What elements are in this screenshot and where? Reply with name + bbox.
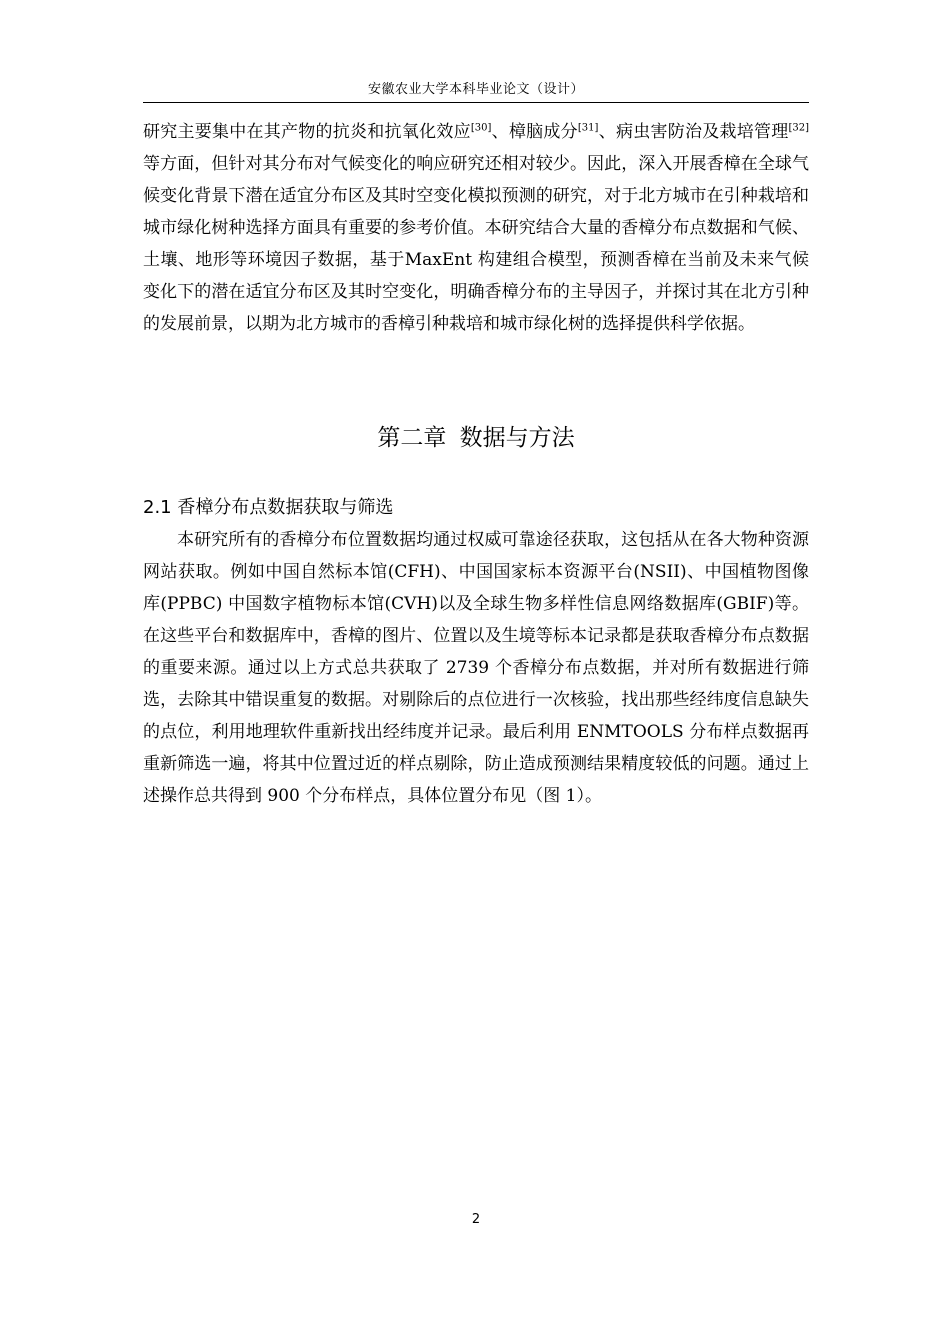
intro-text-1: 研究主要集中在其产物的抗炎和抗氧化效应 — [143, 122, 471, 142]
intro-text-4: 等方面，但针对其分布对气候变化的响应研究还相对较少。因此，深入开展香樟在全球气候变化背景下潜在适宜分布区及其时空变化模拟预测的研究，对于北方城市在引种栽培和城市绿化树种选择方面具有重要的参考价值。本研究结合大量的香樟分布点数据和气候、土壤、地形等环境因子数据，基于MaxEnt 构建组合模型，预测香樟在当前及未来气候变化下的潜在适宜分布区及其时空变化，明确香樟分布的主导因子，并探讨其在北方引种的发展前景，以期为北方城市的香樟引种栽培和城市绿化树的选择提供科学依据。 — [143, 154, 809, 334]
header-rule — [143, 102, 809, 103]
chapter-title: 第二章 数据与方法 — [377, 425, 575, 451]
intro-text-3: 、病虫害防治及栽培管理 — [598, 122, 789, 142]
intro-paragraph — [143, 116, 809, 340]
citation-30: [30] — [470, 122, 492, 134]
page-number: 2 — [471, 1212, 481, 1227]
citation-32: [32] — [788, 122, 810, 134]
citation-31: [31] — [577, 122, 599, 134]
intro-text-2: 、樟脑成分 — [491, 122, 578, 142]
running-header: 安徽农业大学本科毕业论文（设计） — [367, 82, 584, 97]
section-title: 2.1 香樟分布点数据获取与筛选 — [143, 497, 394, 518]
section-body-paragraph: 本研究所有的香樟分布位置数据均通过权威可靠途径获取，这包括从在各大物种资源网站获取。例如中国自然标本馆(CFH)、中国国家标本资源平台(NSII)、中国植物图像库(PPBC) 中国数字植物标本馆(CVH)以及全球生物多样性信息网络数据库(GBIF)等。在这些平台和数据库中，香樟的图片、位置以及生境等标本记录都是获取香樟分布点数据的重要来源。通过以上方式总共获取了 2739 个香樟分布点数据，并对所有数据进行筛选，去除其中错误重复的数据。对剔除后的点位进行一次核验，找出那些经纬度信息缺失的点位，利用地理软件重新找出经纬度并记录。最后利用 ENMTOOLS 分布样点数据再重新筛选一遍，将其中位置过近的样点剔除，防止造成预测结果精度较低的问题。通过上述操作总共得到 900 个分布样点，具体位置分布见（图 1）。 — [143, 530, 809, 806]
